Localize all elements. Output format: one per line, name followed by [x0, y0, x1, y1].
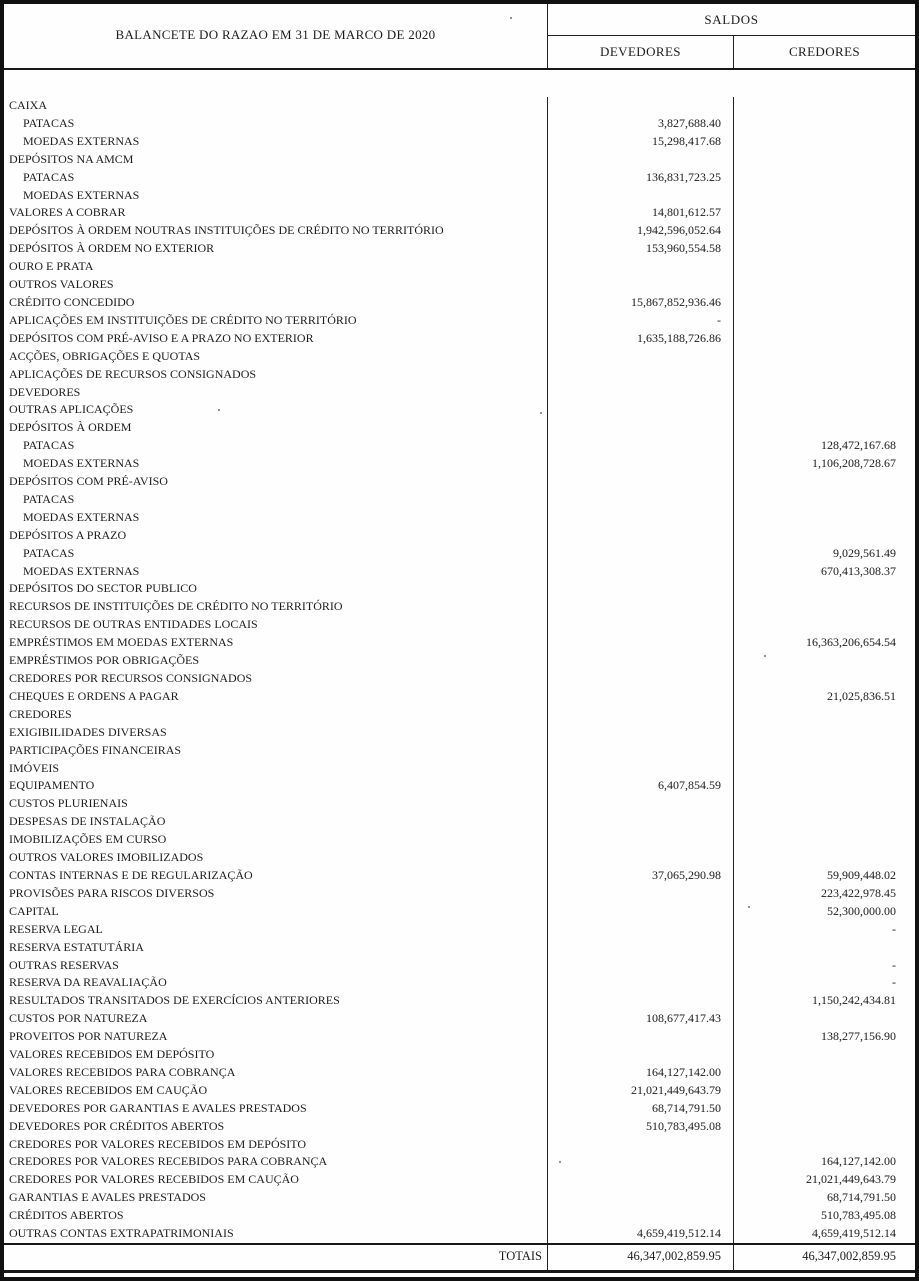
credores-value [734, 133, 915, 151]
account-label: PROVEITOS POR NATUREZA [4, 1028, 548, 1046]
table-row [4, 509, 915, 527]
credores-value [734, 312, 915, 330]
credores-value [734, 204, 915, 222]
devedores-value [548, 616, 734, 634]
account-label: OUTRAS RESERVAS [4, 957, 548, 975]
account-label: PATACAS [4, 115, 548, 133]
credores-value [734, 473, 915, 491]
credores-value [734, 849, 915, 867]
table-row [4, 652, 915, 670]
credores-value [734, 777, 915, 795]
credores-value: 21,025,836.51 [827, 688, 896, 703]
credores-value [734, 384, 915, 402]
devedores-value [548, 939, 734, 957]
credores-value [734, 491, 915, 509]
devedores-value [548, 992, 734, 1010]
credores-value: - [892, 921, 896, 936]
account-label: CUSTOS POR NATUREZA [4, 1010, 548, 1028]
credores-value: 9,029,561.49 [833, 545, 896, 560]
table-row [4, 885, 915, 903]
devedores-value [548, 1189, 734, 1207]
account-label: VALORES RECEBIDOS EM DEPÓSITO [4, 1046, 548, 1064]
account-label: ACÇÕES, OBRIGAÇÕES E QUOTAS [4, 348, 548, 366]
table-row [4, 1046, 915, 1064]
account-label: CONTAS INTERNAS E DE REGULARIZAÇÃO [4, 867, 548, 885]
account-label: APLICAÇÕES DE RECURSOS CONSIGNADOS [4, 366, 548, 384]
credores-value [734, 348, 915, 366]
scan-speck [510, 17, 512, 19]
devedores-value: 68,714,791.50 [548, 1100, 734, 1118]
devedores-value: 153,960,554.58 [548, 240, 734, 258]
account-label: PARTICIPAÇÕES FINANCEIRAS [4, 742, 548, 760]
devedores-value [548, 1207, 734, 1225]
credores-value: 164,127,142.00 [821, 1154, 896, 1169]
devedores-value [548, 437, 734, 455]
credores-value: 223,422,978.45 [821, 885, 896, 900]
devedores-value [548, 849, 734, 867]
table-row [4, 1028, 915, 1046]
table-row [4, 97, 915, 115]
credores-value [734, 760, 915, 778]
table-header [4, 4, 915, 70]
account-label: APLICAÇÕES EM INSTITUIÇÕES DE CRÉDITO NO TERRITÓRIO [4, 312, 548, 330]
devedores-value [548, 885, 734, 903]
account-label: DEPÓSITOS COM PRÉ-AVISO [4, 473, 548, 491]
table-row [4, 1082, 915, 1100]
totals-devedores-value: 46,347,002,859.95 [548, 1245, 734, 1270]
account-label: MOEDAS EXTERNAS [4, 187, 548, 205]
scan-speck [748, 906, 750, 908]
credores-value [734, 222, 915, 240]
account-label: CRÉDITOS ABERTOS [4, 1207, 548, 1225]
credores-value: - [892, 957, 896, 972]
totals-label: TOTAIS [4, 1245, 548, 1270]
account-label: DEVEDORES POR CRÉDITOS ABERTOS [4, 1118, 548, 1136]
account-label: CREDORES POR VALORES RECEBIDOS EM CAUÇÃO [4, 1171, 548, 1189]
devedores-value [548, 831, 734, 849]
account-label: CUSTOS PLURIENAIS [4, 795, 548, 813]
devedores-value [548, 258, 734, 276]
credores-value [734, 706, 915, 724]
account-label: CREDORES [4, 706, 548, 724]
table-row [4, 939, 915, 957]
table-row [4, 831, 915, 849]
devedores-value [548, 491, 734, 509]
devedores-value [548, 1028, 734, 1046]
devedores-value: 14,801,612.57 [548, 204, 734, 222]
table-body [4, 70, 915, 1243]
credores-value [734, 670, 915, 688]
devedores-value [548, 187, 734, 205]
account-label: CAPITAL [4, 903, 548, 921]
credores-value [734, 724, 915, 742]
table-row [4, 867, 915, 885]
totals-row [4, 1243, 915, 1273]
credores-value [734, 401, 915, 419]
table-row [4, 813, 915, 831]
devedores-value [548, 957, 734, 975]
account-label: MOEDAS EXTERNAS [4, 455, 548, 473]
page-title: BALANCETE DO RAZAO EM 31 DE MARCO DE 2020 [4, 4, 548, 68]
devedores-value [548, 724, 734, 742]
table-row [4, 974, 915, 992]
credores-value [734, 1064, 915, 1082]
credores-value: 52,300,000.00 [827, 903, 896, 918]
table-row [4, 670, 915, 688]
devedores-value [548, 348, 734, 366]
table-row [4, 742, 915, 760]
table-row [4, 419, 915, 437]
table-row [4, 491, 915, 509]
credores-value [734, 1136, 915, 1154]
table-row [4, 312, 915, 330]
credores-value [734, 294, 915, 312]
credores-value [734, 509, 915, 527]
credores-value [734, 527, 915, 545]
table-row [4, 688, 915, 706]
saldos-column-header [548, 4, 915, 68]
devedores-value [548, 527, 734, 545]
credores-value [734, 1010, 915, 1028]
devedores-value [548, 652, 734, 670]
table-row [4, 634, 915, 652]
devedores-value [548, 563, 734, 581]
credores-column-header: CREDORES [788, 44, 861, 59]
table-row [4, 1207, 915, 1225]
devedores-value [548, 688, 734, 706]
devedores-value [548, 545, 734, 563]
table-row [4, 724, 915, 742]
table-row [4, 187, 915, 205]
credores-value: 16,363,206,654.54 [806, 635, 896, 650]
account-label: MOEDAS EXTERNAS [4, 509, 548, 527]
table-row [4, 1064, 915, 1082]
devedores-value [548, 974, 734, 992]
account-label: DEPÓSITOS COM PRÉ-AVISO E A PRAZO NO EXTERIOR [4, 330, 548, 348]
devedores-value: 1,635,188,726.86 [548, 330, 734, 348]
devedores-value [548, 384, 734, 402]
devedores-value [548, 151, 734, 169]
table-row [4, 1189, 915, 1207]
table-row [4, 384, 915, 402]
devedores-value [548, 670, 734, 688]
account-label: OURO E PRATA [4, 258, 548, 276]
credores-value [734, 240, 915, 258]
credores-value [734, 939, 915, 957]
account-label: DEPÓSITOS À ORDEM NOUTRAS INSTITUIÇÕES DE CRÉDITO NO TERRITÓRIO [4, 222, 548, 240]
account-label: EMPRÉSTIMOS EM MOEDAS EXTERNAS [4, 634, 548, 652]
credores-value [734, 419, 915, 437]
credores-value [734, 580, 915, 598]
table-row [4, 294, 915, 312]
devedores-value: 6,407,854.59 [548, 777, 734, 795]
credores-value: 510,783,495.08 [821, 1208, 896, 1223]
devedores-value [548, 1046, 734, 1064]
account-label: DEVEDORES POR GARANTIAS E AVALES PRESTADOS [4, 1100, 548, 1118]
devedores-value: - [548, 312, 734, 330]
credores-value [734, 97, 915, 115]
table-row [4, 437, 915, 455]
account-label: PATACAS [4, 169, 548, 187]
credores-value [734, 598, 915, 616]
credores-value: 4,659,419,512.14 [812, 1226, 896, 1241]
table-row [4, 957, 915, 975]
account-label: CHEQUES E ORDENS A PAGAR [4, 688, 548, 706]
table-row [4, 169, 915, 187]
table-row [4, 1153, 915, 1171]
devedores-value: 4,659,419,512.14 [548, 1225, 734, 1243]
account-label: PATACAS [4, 491, 548, 509]
account-label: OUTRAS CONTAS EXTRAPATRIMONIAIS [4, 1225, 548, 1243]
devedores-value: 3,827,688.40 [548, 115, 734, 133]
account-label: EMPRÉSTIMOS POR OBRIGAÇÕES [4, 652, 548, 670]
credores-value [734, 742, 915, 760]
devedores-value: 1,942,596,052.64 [548, 222, 734, 240]
devedores-value [548, 1136, 734, 1154]
account-label: MOEDAS EXTERNAS [4, 563, 548, 581]
devedores-value [548, 580, 734, 598]
devedores-value: 37,065,290.98 [548, 867, 734, 885]
devedores-value: 15,298,417.68 [548, 133, 734, 151]
table-row [4, 849, 915, 867]
credores-value: 1,106,208,728.67 [812, 456, 896, 471]
account-label: VALORES A COBRAR [4, 204, 548, 222]
devedores-value: 136,831,723.25 [548, 169, 734, 187]
account-label: CRÉDITO CONCEDIDO [4, 294, 548, 312]
table-row [4, 1171, 915, 1189]
table-row [4, 1118, 915, 1136]
account-label: EXIGIBILIDADES DIVERSAS [4, 724, 548, 742]
account-label: DEPÓSITOS À ORDEM [4, 419, 548, 437]
account-label: DEPÓSITOS À ORDEM NO EXTERIOR [4, 240, 548, 258]
account-label: DESPESAS DE INSTALAÇÃO [4, 813, 548, 831]
table-row [4, 795, 915, 813]
table-row [4, 1010, 915, 1028]
devedores-value [548, 509, 734, 527]
table-row [4, 527, 915, 545]
account-label: CREDORES POR RECURSOS CONSIGNADOS [4, 670, 548, 688]
devedores-value [548, 473, 734, 491]
credores-value: 21,021,449,643.79 [806, 1172, 896, 1187]
credores-value [734, 151, 915, 169]
account-label: DEPÓSITOS DO SECTOR PUBLICO [4, 580, 548, 598]
account-label: CREDORES POR VALORES RECEBIDOS PARA COBRANÇA [4, 1153, 548, 1171]
devedores-value [548, 813, 734, 831]
devedores-value [548, 634, 734, 652]
devedores-value [548, 706, 734, 724]
devedores-value [548, 1171, 734, 1189]
table-row [4, 616, 915, 634]
credores-value [734, 1100, 915, 1118]
account-label: CAIXA [4, 97, 548, 115]
devedores-value: 15,867,852,936.46 [548, 294, 734, 312]
account-label: OUTROS VALORES [4, 276, 548, 294]
account-label: GARANTIAS E AVALES PRESTADOS [4, 1189, 548, 1207]
table-row [4, 903, 915, 921]
credores-value: 128,472,167.68 [821, 438, 896, 453]
account-label: DEPÓSITOS NA AMCM [4, 151, 548, 169]
credores-value: 1,150,242,434.81 [812, 993, 896, 1008]
account-label: RECURSOS DE OUTRAS ENTIDADES LOCAIS [4, 616, 548, 634]
table-row [4, 151, 915, 169]
table-row [4, 545, 915, 563]
table-row [4, 455, 915, 473]
devedores-value [548, 1153, 734, 1171]
account-label: RECURSOS DE INSTITUIÇÕES DE CRÉDITO NO TERRITÓRIO [4, 598, 548, 616]
account-label: IMOBILIZAÇÕES EM CURSO [4, 831, 548, 849]
table-row [4, 330, 915, 348]
table-row [4, 580, 915, 598]
devedores-value [548, 276, 734, 294]
table-row [4, 276, 915, 294]
account-label: RESERVA LEGAL [4, 921, 548, 939]
devedores-value [548, 598, 734, 616]
devedores-value [548, 419, 734, 437]
table-row [4, 760, 915, 778]
devedores-value [548, 97, 734, 115]
account-label: MOEDAS EXTERNAS [4, 133, 548, 151]
credores-value [734, 1118, 915, 1136]
devedores-value [548, 742, 734, 760]
table-row [4, 1136, 915, 1154]
credores-value [734, 813, 915, 831]
devedores-value [548, 366, 734, 384]
account-label: OUTROS VALORES IMOBILIZADOS [4, 849, 548, 867]
table-row [4, 115, 915, 133]
devedores-value [548, 760, 734, 778]
credores-value [734, 115, 915, 133]
credores-value: 59,909,448.02 [827, 867, 896, 882]
scan-speck [764, 655, 766, 657]
table-row [4, 258, 915, 276]
table-row [4, 921, 915, 939]
account-label: RESULTADOS TRANSITADOS DE EXERCÍCIOS ANTERIORES [4, 992, 548, 1010]
table-row [4, 133, 915, 151]
credores-value [734, 1082, 915, 1100]
table-row [4, 598, 915, 616]
account-label: DEPÓSITOS A PRAZO [4, 527, 548, 545]
account-label: IMÓVEIS [4, 760, 548, 778]
account-label: EQUIPAMENTO [4, 777, 548, 795]
devedores-value [548, 921, 734, 939]
devedores-value: 108,677,417.43 [548, 1010, 734, 1028]
scan-speck [540, 412, 542, 414]
table-row [4, 222, 915, 240]
account-label: RESERVA DA REAVALIAÇÃO [4, 974, 548, 992]
account-label: OUTRAS APLICAÇÕES [4, 401, 548, 419]
credores-value: 138,277,156.90 [821, 1029, 896, 1044]
account-label: CREDORES POR VALORES RECEBIDOS EM DEPÓSITO [4, 1136, 548, 1154]
account-label: PATACAS [4, 437, 548, 455]
credores-value [734, 187, 915, 205]
scan-speck [218, 409, 220, 411]
devedores-value [548, 455, 734, 473]
devedores-value [548, 401, 734, 419]
table-row [4, 563, 915, 581]
table-row [4, 240, 915, 258]
devedores-value: 21,021,449,643.79 [548, 1082, 734, 1100]
credores-value [734, 831, 915, 849]
credores-value [734, 652, 915, 670]
totals-credores-value: 46,347,002,859.95 [802, 1249, 896, 1263]
devedores-column-header: DEVEDORES [548, 36, 734, 68]
table-row [4, 366, 915, 384]
saldos-header: SALDOS [548, 4, 915, 36]
devedores-value [548, 903, 734, 921]
credores-value [734, 616, 915, 634]
credores-value: 670,413,308.37 [821, 563, 896, 578]
account-label: RESERVA ESTATUTÁRIA [4, 939, 548, 957]
credores-value: 68,714,791.50 [827, 1190, 896, 1205]
scan-speck [559, 1161, 561, 1163]
table-row [4, 1100, 915, 1118]
account-label: VALORES RECEBIDOS PARA COBRANÇA [4, 1064, 548, 1082]
devedores-value [548, 795, 734, 813]
table-row [4, 777, 915, 795]
credores-value [734, 1046, 915, 1064]
account-label: PROVISÕES PARA RISCOS DIVERSOS [4, 885, 548, 903]
credores-value [734, 366, 915, 384]
account-label: PATACAS [4, 545, 548, 563]
table-row [4, 204, 915, 222]
credores-value [734, 258, 915, 276]
table-row [4, 992, 915, 1010]
table-row [4, 706, 915, 724]
credores-value [734, 276, 915, 294]
table-row [4, 401, 915, 419]
credores-value [734, 795, 915, 813]
credores-value: - [892, 975, 896, 990]
credores-value [734, 169, 915, 187]
account-label: VALORES RECEBIDOS EM CAUÇÃO [4, 1082, 548, 1100]
table-row [4, 1225, 915, 1243]
table-row [4, 473, 915, 491]
table-row [4, 348, 915, 366]
devedores-value: 164,127,142.00 [548, 1064, 734, 1082]
account-label: DEVEDORES [4, 384, 548, 402]
devedores-value: 510,783,495.08 [548, 1118, 734, 1136]
credores-value [734, 330, 915, 348]
